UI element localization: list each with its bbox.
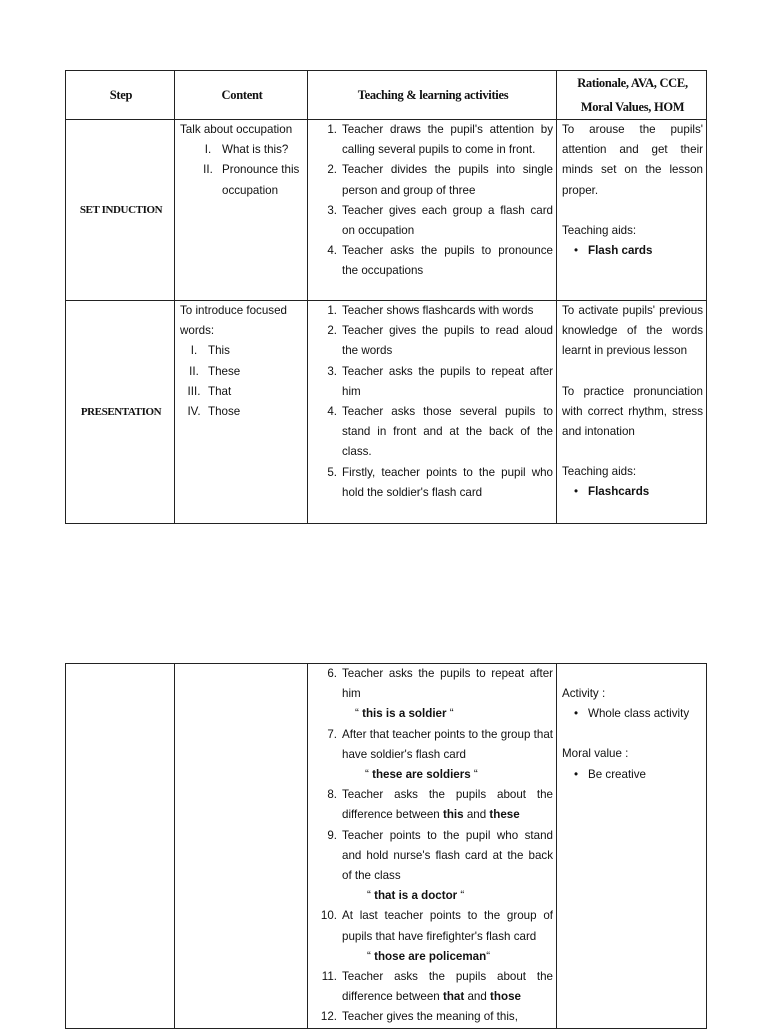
content-empty [175, 664, 308, 1029]
activity-item: 9. Teacher points to the pupil who stand and hold nurse's flash card at the back of the class [327, 828, 553, 883]
set-induction-activities [308, 120, 557, 301]
set-induction-content [175, 120, 308, 301]
aids-label: Teaching aids: [562, 465, 637, 479]
moral-label: Moral value : [562, 747, 629, 761]
activity-item: 7. After that teacher points to the group that have soldier's flash card [327, 727, 553, 761]
bullet-icon: • [574, 767, 579, 781]
rationale-text: To arouse the pupils' attention and get their minds set on the lesson proper. [562, 123, 703, 197]
activity-item: 2. Teacher gives the pupils to read aloud the words [327, 324, 553, 358]
header-content: Content [175, 71, 308, 120]
content-intro: To introduce focused words: [180, 304, 287, 338]
continued-row [66, 664, 707, 1029]
lesson-plan-table-page1 [65, 70, 707, 524]
activity-label: Activity : [562, 687, 606, 700]
activity-item: 1. Teacher draws the pupil's attention by calling several pupils to come in front. [327, 123, 553, 157]
presentation-content [175, 301, 308, 524]
presentation-activities [308, 301, 557, 524]
header-activities: Teaching & learning activities [308, 71, 557, 120]
continued-rationale [557, 664, 707, 1029]
rationale-text: To practice pronunciation with correct rhythm, stress and intonation [562, 384, 703, 439]
activity-item: 11. Teacher asks the pupils about the difference between that and those [321, 970, 553, 1004]
step-presentation: PRESENTATION [66, 301, 175, 524]
step-empty [66, 664, 175, 1029]
set-induction-rationale [557, 120, 707, 301]
activity-item: 5. Firstly, teacher points to the pupil who hold the soldier's flash card [327, 465, 553, 499]
set-induction-row [66, 120, 707, 301]
bullet-icon: • [574, 485, 579, 499]
activity-item: 6. Teacher asks the pupils to repeat after him [327, 667, 553, 701]
bullet-icon: • [574, 244, 579, 258]
activity-type: • Whole class activity [562, 704, 703, 724]
aids-label: Teaching aids: [562, 223, 637, 237]
header-step: Step [66, 71, 175, 120]
content-item: IV. Those [187, 405, 241, 419]
header-rationale: Rationale, AVA, CCE, Moral Values, HOM [557, 71, 707, 120]
presentation-rationale [557, 301, 707, 524]
content-item: I. What is this? [204, 143, 289, 157]
aids-item: • Flashcards [562, 482, 703, 502]
continued-activities [308, 664, 557, 1029]
activity-item: 8. Teacher asks the pupils about the difference between this and these [327, 788, 553, 822]
content-item: III. That [187, 384, 232, 398]
header-row [66, 71, 707, 120]
lesson-plan-table-page2 [65, 663, 707, 1029]
activity-item: 12. Teacher gives the meaning of this, [320, 1010, 518, 1024]
example-sentence: “ this is a soldier “ [355, 707, 454, 721]
content-item: I. This [190, 344, 230, 358]
activity-item: 4. Teacher asks the pupils to pronounce the occupations [327, 244, 553, 278]
activity-item: 3. Teacher gives each group a flash card on occupation [327, 203, 553, 238]
presentation-row [66, 301, 707, 524]
step-set-induction: SET INDUCTION [66, 120, 175, 301]
activity-item: 2. Teacher divides the pupils into single person and group of three [327, 163, 553, 197]
content-item: II. Pronounce this occupation [203, 163, 300, 197]
aids-item: • Flash cards [562, 241, 703, 261]
activity-item: 3. Teacher asks the pupils to repeat after him [327, 364, 553, 398]
moral-value: • Be creative [562, 765, 703, 785]
content-intro: Talk about occupation [180, 123, 293, 136]
activity-item: 4. Teacher asks those several pupils to stand in front and at the back of the class. [327, 405, 553, 459]
example-sentence: “ those are policeman “ [367, 949, 491, 963]
example-sentence: “ that is a doctor “ [367, 889, 465, 903]
bullet-icon: • [574, 707, 579, 721]
rationale-text: To activate pupils' previous knowledge of the words learnt in previous lesson [562, 304, 703, 358]
activity-item: 1. Teacher shows flashcards with words [327, 304, 534, 317]
activity-item: 10. At last teacher points to the group of pupils that have firefighter's flash card [320, 909, 553, 943]
content-item: II. These [189, 364, 241, 378]
example-sentence: “ these are soldiers “ [365, 768, 478, 782]
